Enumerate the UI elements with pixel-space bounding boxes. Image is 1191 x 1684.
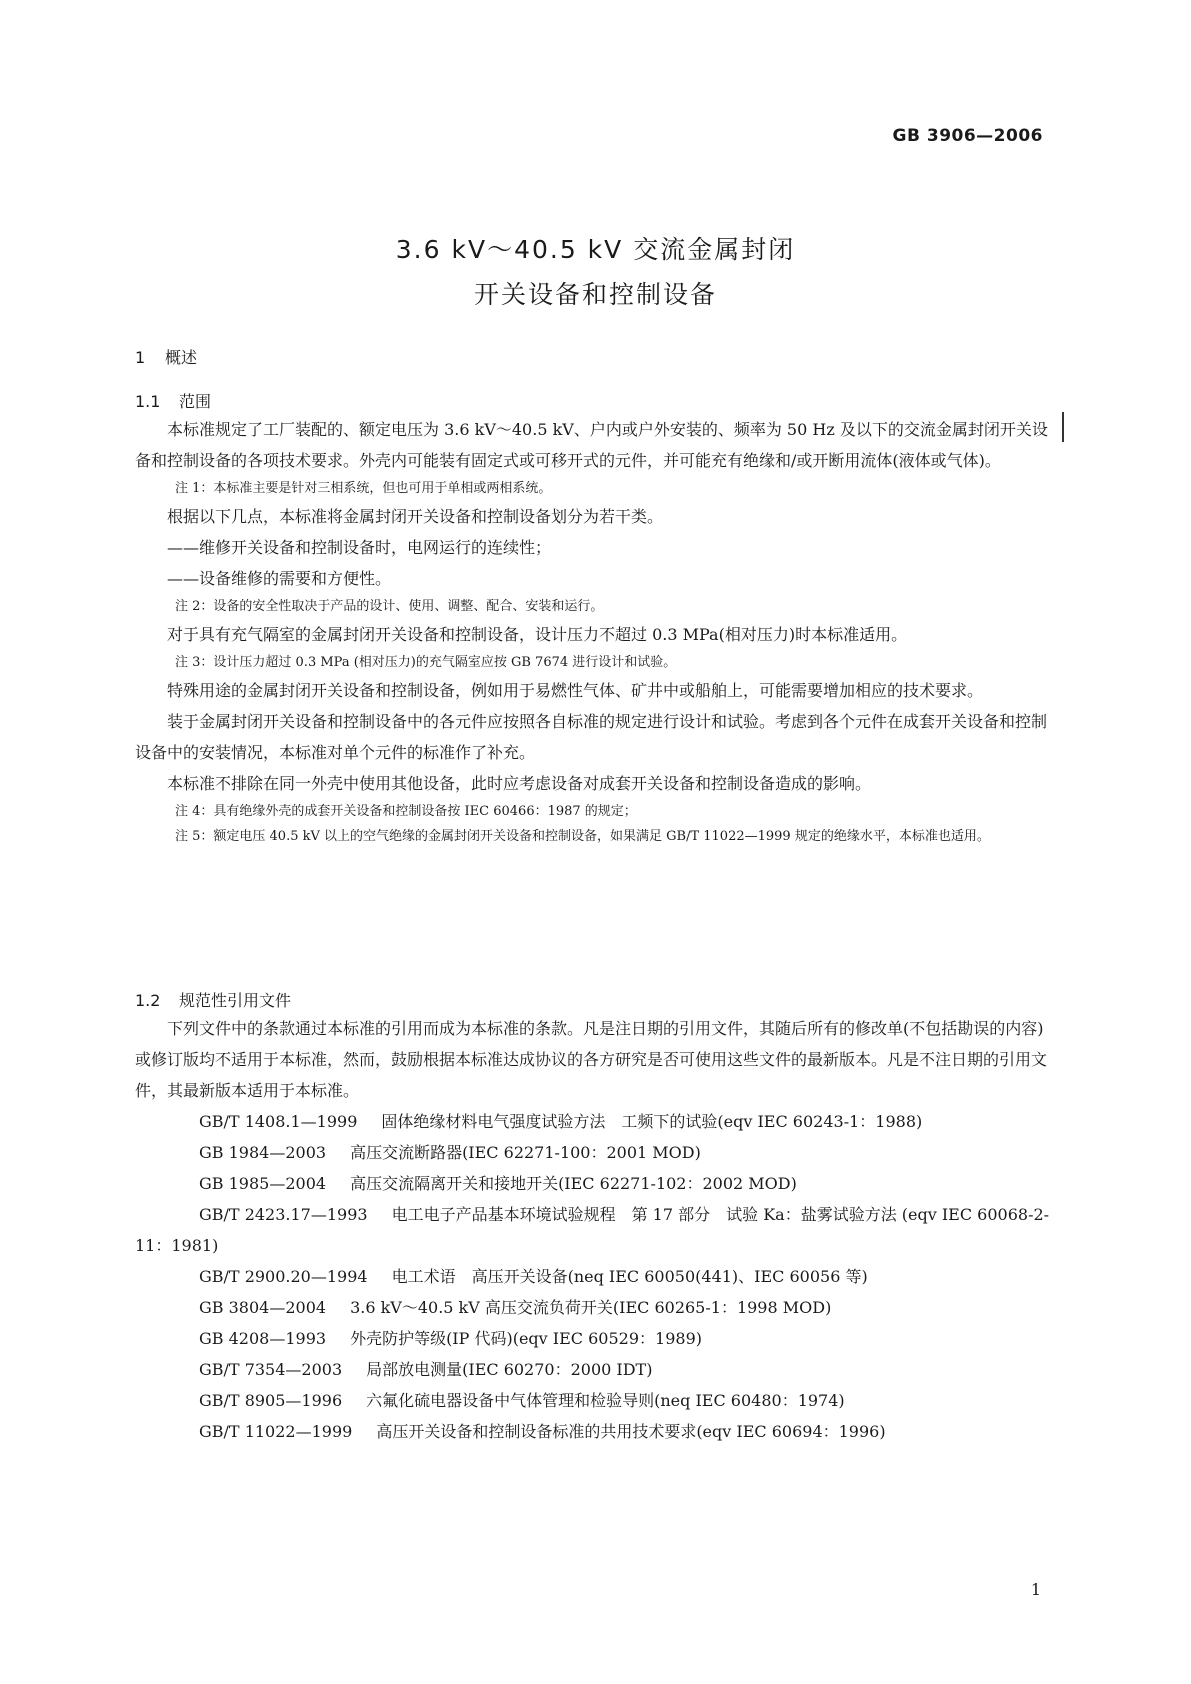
references-body xyxy=(135,1013,1055,1447)
section-title: 概述 xyxy=(165,348,198,367)
reference-item xyxy=(135,1168,1055,1199)
note: 注 3：设计压力超过 0.3 MPa (相对压力)的充气隔室应按 GB 7674 进行设计和试验。 xyxy=(175,655,677,670)
reference-item xyxy=(135,1106,1055,1137)
reference-code: GB 1985—2004 xyxy=(199,1174,327,1193)
reference-code: GB/T 7354—2003 xyxy=(199,1360,343,1379)
reference-title: 局部放电测量(IEC 60270：2000 IDT) xyxy=(366,1360,653,1379)
reference-title: 高压交流隔离开关和接地开关(IEC 62271-102：2002 MOD) xyxy=(350,1174,797,1193)
reference-item xyxy=(135,1323,1055,1354)
document-title-line2: 开关设备和控制设备 xyxy=(473,280,717,309)
reference-code: GB/T 11022—1999 xyxy=(199,1422,353,1441)
change-bar xyxy=(1062,412,1064,442)
section-1-2-heading xyxy=(135,988,291,1011)
reference-list xyxy=(135,1106,1055,1447)
note: 注 2：设备的安全性取决于产品的设计、使用、调整、配合、安装和运行。 xyxy=(175,599,604,614)
reference-code: GB/T 1408.1—1999 xyxy=(199,1112,358,1131)
page-number: 1 xyxy=(1030,1580,1041,1599)
reference-code: GB 4208—1993 xyxy=(199,1329,327,1348)
reference-item xyxy=(135,1199,1055,1261)
reference-item xyxy=(135,1354,1055,1385)
reference-item xyxy=(135,1261,1055,1292)
reference-code: GB/T 8905—1996 xyxy=(199,1391,343,1410)
reference-title: 外壳防护等级(IP 代码)(eqv IEC 60529：1989) xyxy=(350,1329,702,1348)
reference-code: GB 3804—2004 xyxy=(199,1298,327,1317)
reference-title: 高压交流断路器(IEC 62271-100：2001 MOD) xyxy=(350,1143,701,1162)
reference-code: GB 1984—2003 xyxy=(199,1143,327,1162)
section-title: 范围 xyxy=(179,392,212,411)
paragraph: 根据以下几点，本标准将金属封闭开关设备和控制设备划分为若干类。 xyxy=(167,507,664,526)
reference-item xyxy=(135,1416,1055,1447)
reference-code: GB/T 2423.17—1993 xyxy=(199,1205,368,1224)
paragraph: 本标准规定了工厂装配的、额定电压为 3.6 kV～40.5 kV、户内或户外安装的、频率为 50 Hz 及以下的交流金属封闭开关设备和控制设备的各项技术要求。外壳内可能装有固定式或可移开式的元件，并可能充有绝缘和/或开断用流体(液体或气体)。 xyxy=(135,420,1048,470)
reference-title: 高压开关设备和控制设备标准的共用技术要求(eqv IEC 60694：1996) xyxy=(376,1422,886,1441)
reference-title: 六氟化硫电器设备中气体管理和检验导则(neq IEC 60480：1974) xyxy=(366,1391,845,1410)
section-number: 1.1 xyxy=(135,392,161,411)
reference-item xyxy=(135,1137,1055,1168)
scope-body xyxy=(135,414,1055,849)
section-1-heading xyxy=(135,345,197,368)
note: 注 1：本标准主要是针对三相系统，但也可用于单相或两相系统。 xyxy=(175,481,552,496)
paragraph: 下列文件中的条款通过本标准的引用而成为本标准的条款。凡是注日期的引用文件，其随后所有的修改单(不包括勘误的内容)或修订版均不适用于本标准，然而，鼓励根据本标准达成协议的各方研究是否可使用这些文件的最新版本。凡是不注日期的引用文件，其最新版本适用于本标准。 xyxy=(135,1019,1048,1100)
paragraph: 对于具有充气隔室的金属封闭开关设备和控制设备，设计压力不超过 0.3 MPa(相对压力)时本标准适用。 xyxy=(167,625,908,644)
note: 注 4：具有绝缘外壳的成套开关设备和控制设备按 IEC 60466：1987 的规定； xyxy=(175,804,637,819)
section-title: 规范性引用文件 xyxy=(179,991,292,1010)
document-title-line1: 3.6 kV～40.5 kV 交流金属封闭 xyxy=(395,235,796,264)
list-item: ——设备维修的需要和方便性。 xyxy=(167,569,392,588)
standard-code: GB 3906—2006 xyxy=(892,126,1043,146)
reference-title: 电工术语 高压开关设备(neq IEC 60050(441)、IEC 60056 等) xyxy=(391,1267,868,1286)
section-number: 1 xyxy=(135,348,146,367)
section-number: 1.2 xyxy=(135,991,161,1010)
section-1-1-heading xyxy=(135,389,211,412)
paragraph: 特殊用途的金属封闭开关设备和控制设备，例如用于易燃性气体、矿井中或船舶上，可能需要增加相应的技术要求。 xyxy=(167,681,984,700)
reference-item xyxy=(135,1292,1055,1323)
note: 注 5：额定电压 40.5 kV 以上的空气绝缘的金属封闭开关设备和控制设备，如果满足 GB/T 11022—1999 规定的绝缘水平，本标准也适用。 xyxy=(175,829,990,844)
paragraph: 本标准不排除在同一外壳中使用其他设备，此时应考虑设备对成套开关设备和控制设备造成的影响。 xyxy=(167,774,872,793)
reference-code: GB/T 2900.20—1994 xyxy=(199,1267,368,1286)
list-item: ——维修开关设备和控制设备时，电网运行的连续性； xyxy=(167,538,552,557)
reference-title: 3.6 kV～40.5 kV 高压交流负荷开关(IEC 60265-1：1998 MOD) xyxy=(350,1298,832,1317)
paragraph: 装于金属封闭开关设备和控制设备中的各元件应按照各自标准的规定进行设计和试验。考虑到各个元件在成套开关设备和控制设备中的安装情况，本标准对单个元件的标准作了补充。 xyxy=(135,712,1048,762)
reference-title: 固体绝缘材料电气强度试验方法 工频下的试验(eqv IEC 60243-1：1988) xyxy=(381,1112,923,1131)
reference-item xyxy=(135,1385,1055,1416)
reference-title: 电工电子产品基本环境试验规程 第 17 部分 试验 Ka：盐雾试验方法 (eqv IEC 60068-2-11：1981) xyxy=(135,1205,1050,1255)
